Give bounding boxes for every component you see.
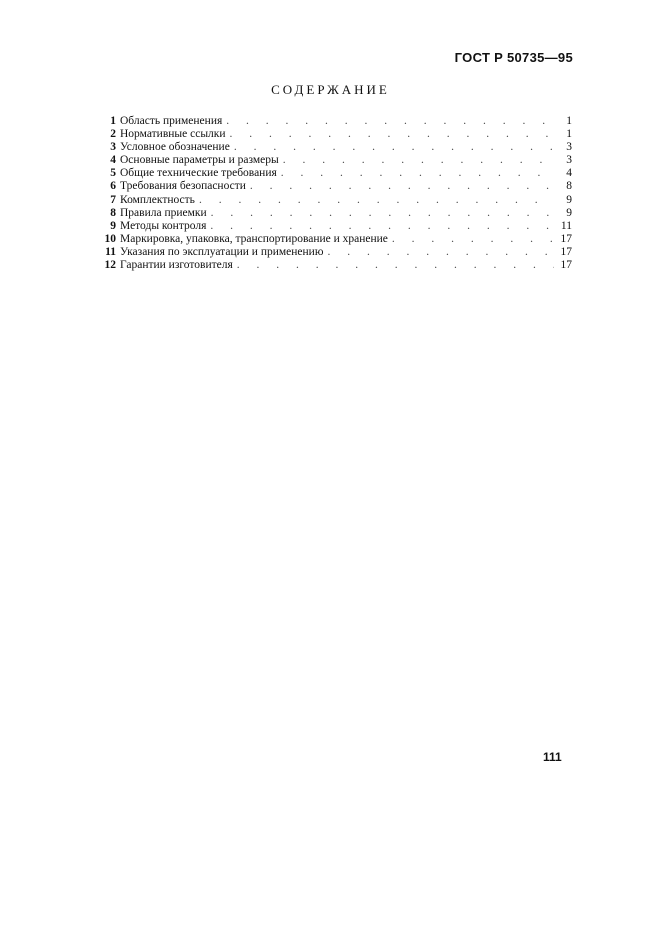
toc-entry-title: Правила приемки	[120, 206, 207, 219]
toc-entry-number: 11	[105, 245, 116, 258]
toc-entry-number: 8	[110, 206, 116, 219]
toc-entry[interactable]	[98, 180, 572, 193]
toc-entry[interactable]	[98, 207, 572, 220]
dot-leader	[195, 194, 554, 207]
toc-entry[interactable]	[98, 128, 572, 141]
toc-entry-page: 9	[566, 193, 572, 206]
toc-entry-title: Требования безопасности	[120, 180, 246, 193]
dot-leader	[230, 141, 554, 154]
page-number: 111	[543, 750, 562, 764]
toc-entry-title: Условное обозначение	[120, 141, 230, 154]
table-of-contents	[98, 115, 572, 272]
toc-entry-title: Область применения	[120, 115, 223, 127]
toc-entry-title: Основные параметры и размеры	[120, 154, 279, 167]
toc-entry[interactable]	[98, 115, 572, 128]
dot-leader	[222, 115, 554, 128]
toc-entry-title: Методы контроля	[120, 219, 207, 232]
toc-entry-page: 3	[566, 154, 572, 167]
dot-leader	[277, 167, 554, 180]
toc-entry-number: 7	[110, 193, 116, 206]
toc-entry[interactable]	[98, 167, 572, 180]
dot-leader	[246, 180, 554, 193]
toc-entry-number: 4	[110, 154, 116, 167]
toc-entry-title: Гарантии изготовителя	[120, 259, 233, 272]
toc-entry-page: 9	[566, 206, 572, 219]
toc-entry-page: 17	[560, 259, 572, 272]
toc-entry-page: 8	[566, 180, 572, 193]
toc-entry[interactable]	[98, 154, 572, 167]
toc-entry[interactable]	[98, 259, 572, 272]
toc-entry-title: Общие технические требования	[120, 167, 277, 180]
toc-entry-number: 12	[104, 259, 116, 272]
toc-entry[interactable]	[98, 194, 572, 207]
toc-entry-number: 9	[110, 219, 116, 232]
toc-entry-page: 11	[560, 219, 572, 232]
toc-entry-number: 2	[110, 128, 116, 141]
toc-entry[interactable]	[98, 141, 572, 154]
toc-entry-title: Маркировка, упаковка, транспортирование и хранение	[120, 232, 388, 245]
toc-entry-page: 1	[566, 128, 572, 141]
toc-entry-number: 6	[110, 180, 116, 193]
toc-entry-page: 17	[560, 232, 572, 245]
dot-leader	[207, 207, 554, 220]
dot-leader	[323, 246, 554, 259]
dot-leader	[233, 259, 554, 272]
toc-entry-page: 1	[566, 115, 572, 127]
toc-entry-page: 17	[560, 245, 572, 258]
dot-leader	[388, 233, 554, 246]
toc-entry-number: 3	[110, 141, 116, 154]
toc-entry-title: Указания по эксплуатации и применению	[120, 245, 324, 258]
toc-entry[interactable]	[98, 246, 572, 259]
toc-entry-number: 5	[110, 167, 116, 180]
toc-entry-number: 1	[110, 115, 116, 127]
toc-entry-page: 4	[566, 167, 572, 180]
toc-entry[interactable]	[98, 233, 572, 246]
toc-entry-page: 3	[566, 141, 572, 154]
toc-entry-title: Нормативные ссылки	[120, 128, 226, 141]
toc-title: СОДЕРЖАНИЕ	[271, 82, 390, 97]
standard-code: ГОСТ Р 50735—95	[454, 50, 573, 65]
toc-entry[interactable]	[98, 220, 572, 233]
dot-leader	[206, 220, 554, 233]
toc-entry-number: 10	[104, 232, 116, 245]
dot-leader	[226, 128, 554, 141]
toc-entry-title: Комплектность	[120, 193, 195, 206]
dot-leader	[279, 154, 554, 167]
